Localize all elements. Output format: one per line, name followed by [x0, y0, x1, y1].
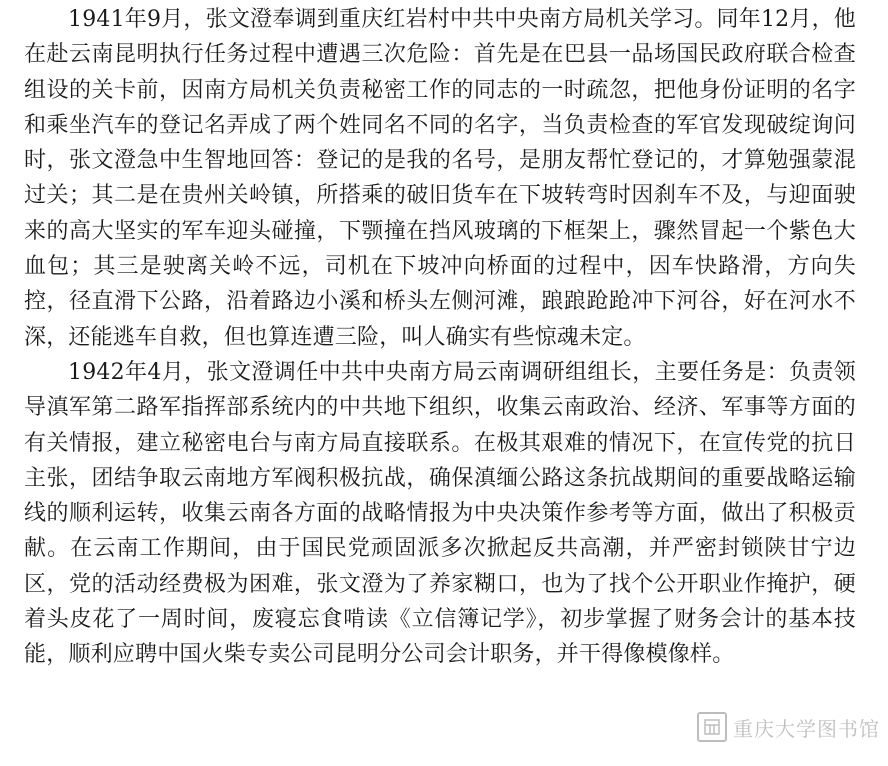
paragraph-1941: 1941年9月，张文澄奉调到重庆红岩村中共中央南方局机关学习。同年12月，他在赴云南昆明执行任务过程中遭遇三次危险：首先是在巴县一品场国民政府联合检查组设的关卡前，因南方局机关负责秘密工作的同志的一时疏忽，把他身份证明的名字和乘坐汽车的登记名弄成了两个姓同名不同的名字，当负责检查的军官发现破绽询问时，张文澄急中生智地回答：登记的是我的名号，是朋友帮忙登记的，才算勉强蒙混过关；其二是在贵州关岭镇，所搭乘的破旧货车在下坡转弯时因刹车不及，与迎面驶来的高大坚实的军车迎头碰撞，下颚撞在挡风玻璃的下框架上，骤然冒起一个紫色大血包；其三是驶离关岭不远，司机在下坡冲向桥面的过程中，因车快路滑，方向失控，径直滑下公路，沿着路边小溪和桥头左侧河滩，踉踉跄跄冲下河谷，好在河水不深，还能逃车自救，但也算连遭三险，叫人确实有些惊魂未定。 — [24, 7, 856, 350]
watermark-text: 重庆大学图书馆 — [733, 716, 880, 741]
library-watermark — [697, 712, 880, 742]
library-logo-icon — [697, 712, 727, 742]
document-body — [24, 2, 856, 673]
paragraph-1942: 1942年4月，张文澄调任中共中央南方局云南调研组组长，主要任务是：负责领导滇军第二路军指挥部系统内的中共地下组织，收集云南政治、经济、军事等方面的有关情报，建立秘密电台与南方局直接联系。在极其艰难的情况下，在宣传党的抗日主张，团结争取云南地方军阀积极抗战，确保滇缅公路这条抗战期间的重要战略运输线的顺利运转，收集云南各方面的战略情报为中央决策作参考等方面，做出了积极贡献。在云南工作期间，由于国民党顽固派多次掀起反共高潮，并严密封锁陕甘宁边区，党的活动经费极为困难，张文澄为了养家糊口，也为了找个公开职业作掩护，硬着头皮花了一周时间，废寝忘食啃读《立信簿记学》，初步掌握了财务会计的基本技能，顺利应聘中国火柴专卖公司昆明分公司会计职务，并干得像模像样。 — [24, 359, 856, 668]
